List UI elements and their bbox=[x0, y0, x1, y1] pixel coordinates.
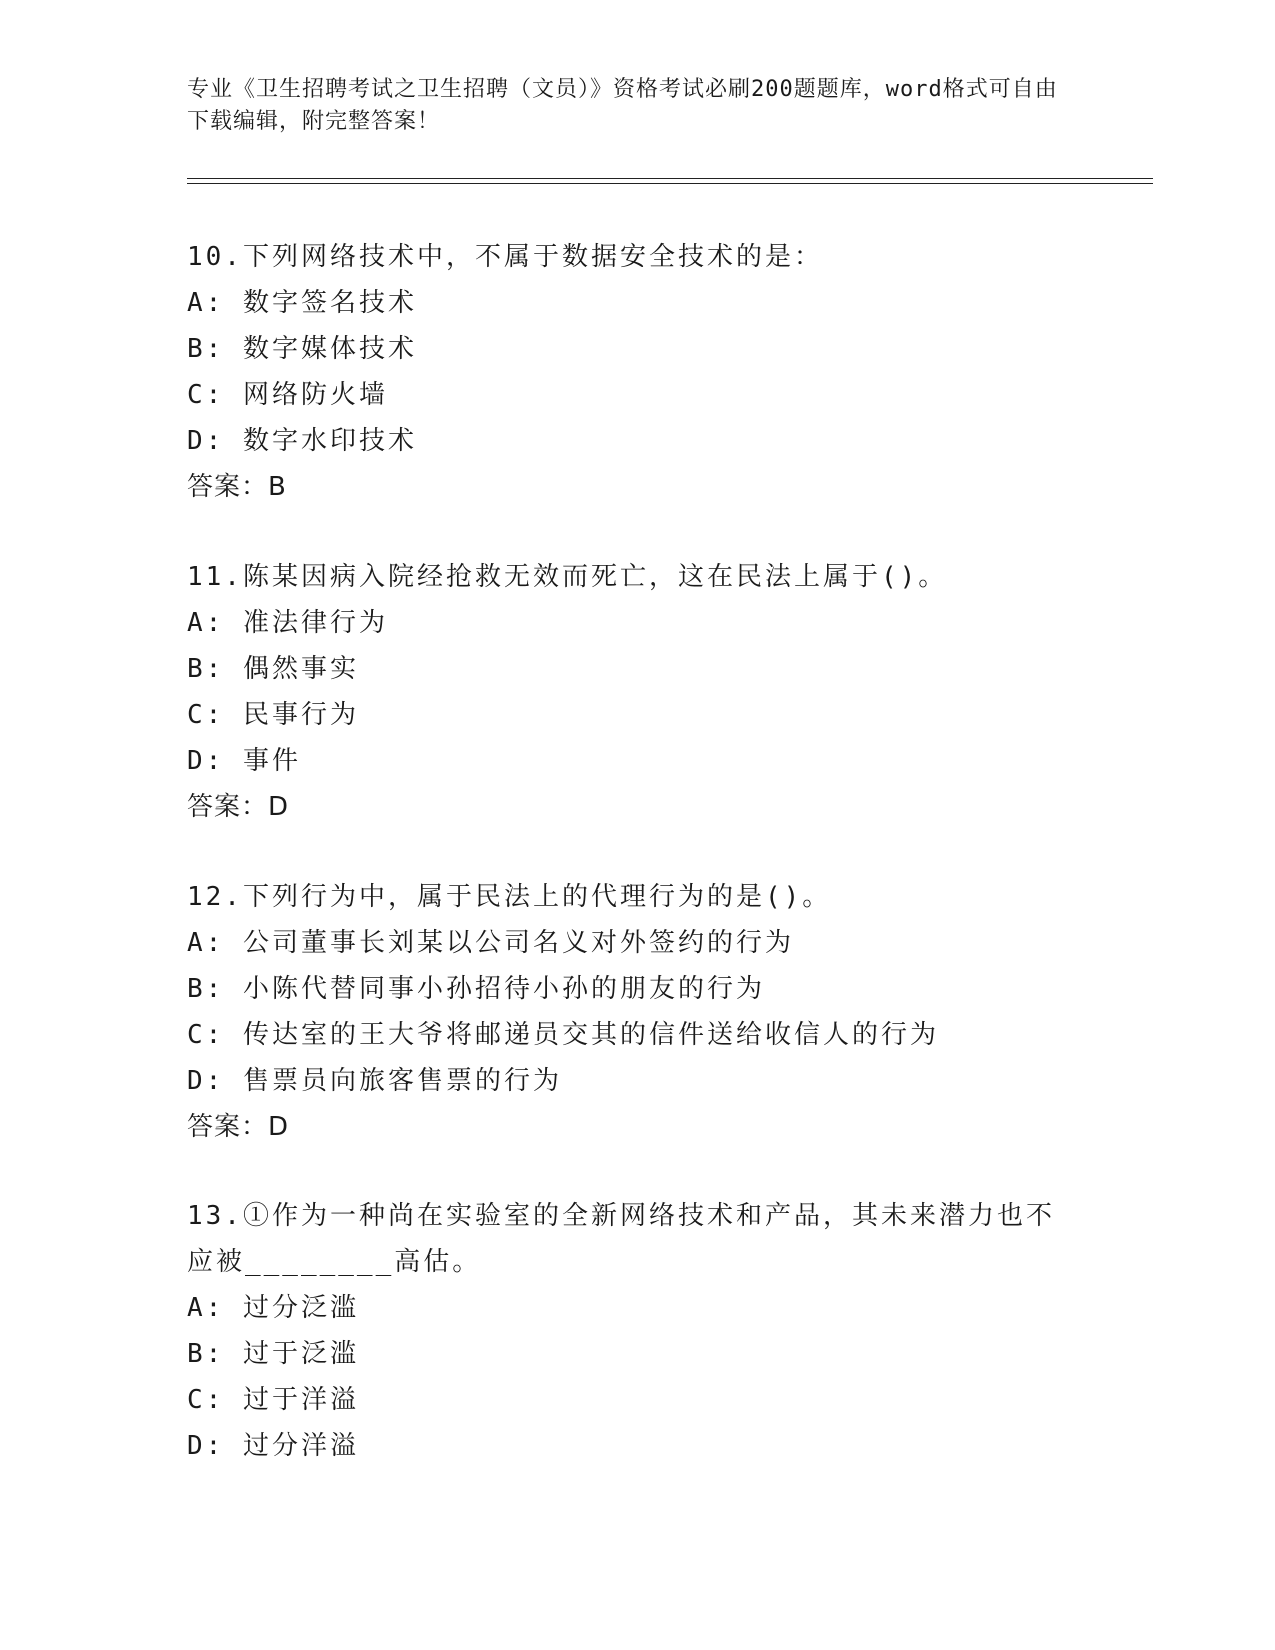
option-c: C: 民事行为 bbox=[187, 700, 359, 730]
option-a: A: 数字签名技术 bbox=[187, 288, 417, 318]
option-d: D: 数字水印技术 bbox=[187, 426, 417, 456]
option-b: B: 偶然事实 bbox=[187, 654, 359, 684]
question-stem: 11.陈某因病入院经抢救无效而死亡，这在民法上属于()。 bbox=[187, 562, 948, 592]
option-d: D: 事件 bbox=[187, 746, 301, 776]
option-d: D: 售票员向旅客售票的行为 bbox=[187, 1066, 562, 1096]
option-b: B: 小陈代替同事小孙招待小孙的朋友的行为 bbox=[187, 974, 765, 1004]
answer: 答案：D bbox=[187, 1112, 290, 1142]
answer: 答案：B bbox=[187, 472, 287, 502]
option-a: A: 过分泛滥 bbox=[187, 1293, 359, 1323]
option-a: A: 准法律行为 bbox=[187, 608, 388, 638]
option-c: C: 过于洋溢 bbox=[187, 1385, 359, 1415]
answer: 答案：D bbox=[187, 792, 290, 822]
document-header: 专业《卫生招聘考试之卫生招聘（文员）》资格考试必刷200题题库，word格式可自由下载编辑，附完整答案！ bbox=[187, 77, 1058, 134]
option-b: B: 过于泛滥 bbox=[187, 1339, 359, 1369]
question-11 bbox=[187, 554, 1087, 830]
question-12 bbox=[187, 874, 1087, 1150]
header-divider-bottom bbox=[187, 183, 1153, 184]
question-stem: 10.下列网络技术中，不属于数据安全技术的是： bbox=[187, 242, 823, 272]
question-stem: 13.①作为一种尚在实验室的全新网络技术和产品，其未来潜力也不应被________高估。 bbox=[187, 1201, 1055, 1277]
header-divider-top bbox=[187, 178, 1153, 179]
option-c: C: 传达室的王大爷将邮递员交其的信件送给收信人的行为 bbox=[187, 1020, 939, 1050]
option-a: A: 公司董事长刘某以公司名义对外签约的行为 bbox=[187, 928, 794, 958]
question-13 bbox=[187, 1193, 1087, 1469]
option-c: C: 网络防火墙 bbox=[187, 380, 388, 410]
option-d: D: 过分洋溢 bbox=[187, 1431, 359, 1461]
question-stem: 12.下列行为中，属于民法上的代理行为的是()。 bbox=[187, 882, 832, 912]
question-10 bbox=[187, 234, 1087, 510]
option-b: B: 数字媒体技术 bbox=[187, 334, 417, 364]
